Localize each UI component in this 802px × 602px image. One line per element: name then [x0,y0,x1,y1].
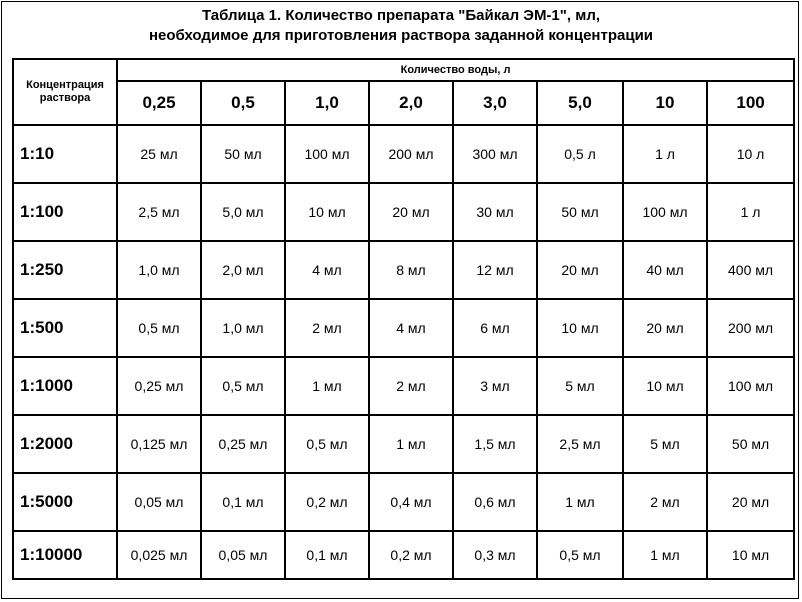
concentration-cell: 1:10 [13,125,117,183]
amount-cell: 0,25 мл [117,357,201,415]
amount-cell: 400 мл [707,241,794,299]
amount-cell: 1 мл [369,415,453,473]
table-row [13,415,794,473]
table-row [13,125,794,183]
amount-cell: 100 мл [623,183,707,241]
water-amount-header: Количество воды, л [117,59,794,81]
amount-cell: 0,5 мл [285,415,369,473]
concentration-header: Концентрация раствора [13,59,117,125]
amount-cell: 0,25 мл [201,415,285,473]
amount-cell: 1 мл [285,357,369,415]
table-row [13,299,794,357]
amount-cell: 1,0 мл [117,241,201,299]
volume-header: 3,0 [453,81,537,125]
amount-cell: 1 мл [537,473,623,531]
amount-cell: 8 мл [369,241,453,299]
amount-cell: 2,0 мл [201,241,285,299]
amount-cell: 50 мл [537,183,623,241]
amount-cell: 40 мл [623,241,707,299]
amount-cell: 2 мл [623,473,707,531]
amount-cell: 10 мл [707,531,794,579]
amount-cell: 4 мл [369,299,453,357]
table-row [13,183,794,241]
amount-cell: 0,05 мл [117,473,201,531]
amount-cell: 10 мл [285,183,369,241]
amount-cell: 0,6 мл [453,473,537,531]
amount-cell: 0,125 мл [117,415,201,473]
concentration-cell: 1:100 [13,183,117,241]
amount-cell: 100 мл [285,125,369,183]
concentration-cell: 1:500 [13,299,117,357]
table-row [13,531,794,579]
amount-cell: 0,3 мл [453,531,537,579]
volume-header: 0,5 [201,81,285,125]
table-title [0,6,802,46]
volume-header: 1,0 [285,81,369,125]
amount-cell: 200 мл [369,125,453,183]
title-line-2: необходимое для приготовления раствора заданной концентрации [148,27,654,44]
amount-cell: 5 мл [537,357,623,415]
amount-cell: 50 мл [201,125,285,183]
amount-cell: 0,4 мл [369,473,453,531]
amount-cell: 50 мл [707,415,794,473]
amount-cell: 0,5 мл [537,531,623,579]
amount-cell: 2 мл [285,299,369,357]
amount-cell: 100 мл [707,357,794,415]
amount-cell: 0,5 мл [201,357,285,415]
amount-cell: 2,5 мл [117,183,201,241]
amount-cell: 30 мл [453,183,537,241]
volume-header: 0,25 [117,81,201,125]
amount-cell: 0,1 мл [201,473,285,531]
volume-header: 100 [707,81,794,125]
amount-cell: 4 мл [285,241,369,299]
concentration-cell: 1:1000 [13,357,117,415]
amount-cell: 300 мл [453,125,537,183]
amount-cell: 0,2 мл [369,531,453,579]
amount-cell: 2,5 мл [537,415,623,473]
table-body [13,125,794,579]
amount-cell: 0,025 мл [117,531,201,579]
table-row [13,241,794,299]
amount-cell: 1,0 мл [201,299,285,357]
table-row [13,357,794,415]
amount-cell: 10 мл [537,299,623,357]
title-line-1: Таблица 1. Количество препарата "Байкал ЭМ-1", мл, [201,7,601,24]
amount-cell: 1 мл [623,531,707,579]
amount-cell: 0,05 мл [201,531,285,579]
amount-cell: 25 мл [117,125,201,183]
amount-cell: 10 мл [623,357,707,415]
amount-cell: 20 мл [537,241,623,299]
table-row [13,473,794,531]
volume-header: 10 [623,81,707,125]
amount-cell: 200 мл [707,299,794,357]
amount-cell: 1 л [707,183,794,241]
amount-cell: 5,0 мл [201,183,285,241]
amount-cell: 5 мл [623,415,707,473]
amount-cell: 0,5 мл [117,299,201,357]
volume-header: 2,0 [369,81,453,125]
amount-cell: 12 мл [453,241,537,299]
amount-cell: 20 мл [707,473,794,531]
amount-cell: 0,5 л [537,125,623,183]
concentration-cell: 1:5000 [13,473,117,531]
amount-cell: 0,2 мл [285,473,369,531]
amount-cell: 3 мл [453,357,537,415]
concentration-cell: 1:250 [13,241,117,299]
amount-cell: 0,1 мл [285,531,369,579]
amount-cell: 10 л [707,125,794,183]
amount-cell: 2 мл [369,357,453,415]
volume-header: 5,0 [537,81,623,125]
amount-cell: 20 мл [369,183,453,241]
concentration-cell: 1:10000 [13,531,117,579]
amount-cell: 1 л [623,125,707,183]
dosage-table [12,58,795,580]
amount-cell: 6 мл [453,299,537,357]
amount-cell: 20 мл [623,299,707,357]
amount-cell: 1,5 мл [453,415,537,473]
concentration-cell: 1:2000 [13,415,117,473]
